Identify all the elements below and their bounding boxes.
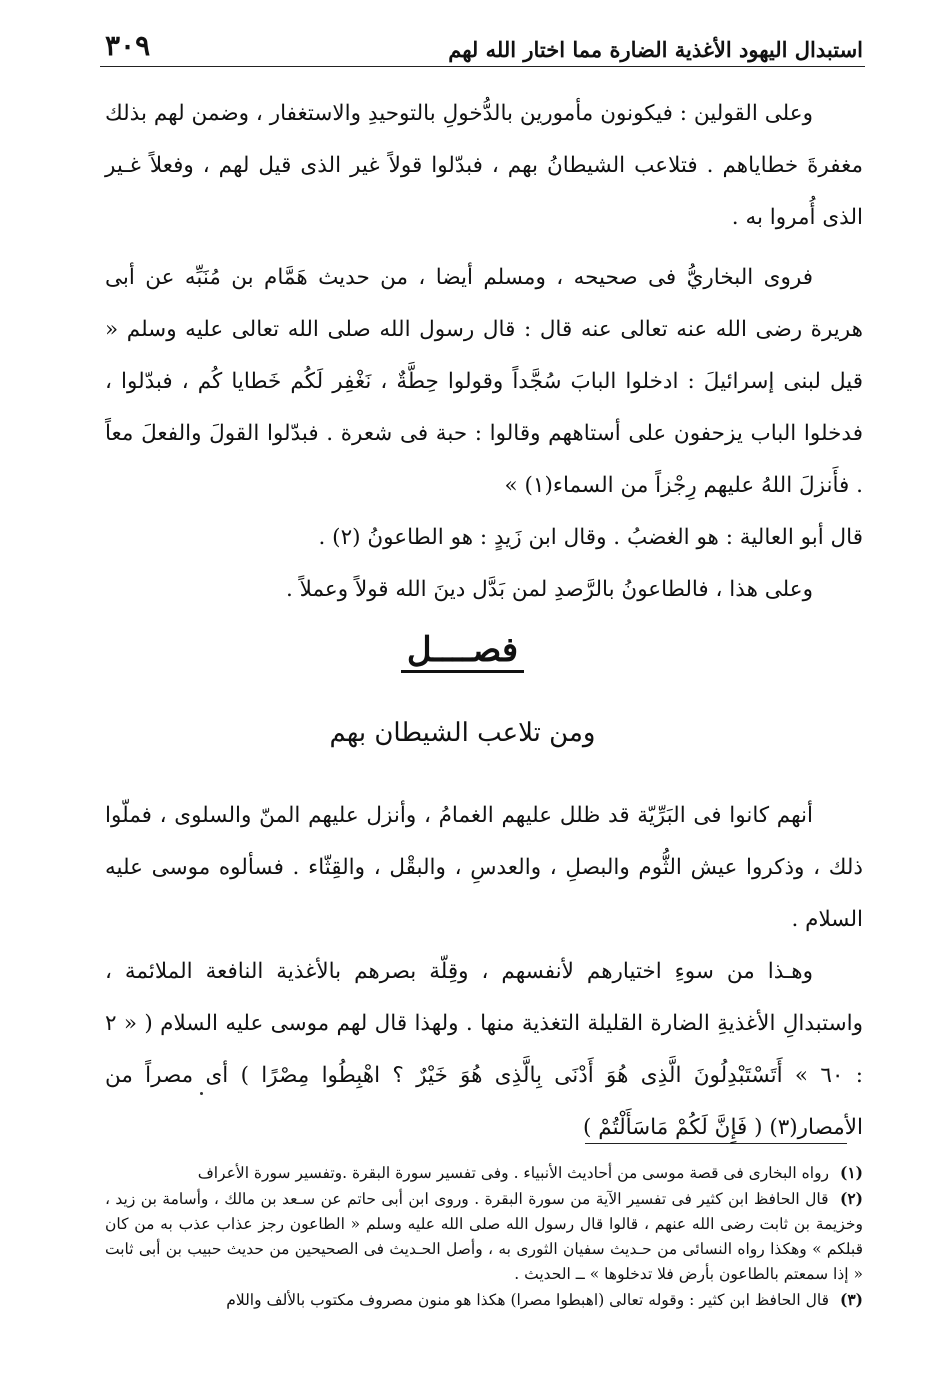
- footnote-text: قال الحافظ ابن كثير فى تفسير الآية من سورة البقرة . وروى ابن أبى حاتم عن سـعد بن مالك ، وأسامة بن زيد ، وخزيمة بن ثابت رضى الله عنهم ، قالوا قال رسول الله صلى الله عليه وسلم « الطاعون رجز عذاب عذب به من كان قبلكم » وهكذا رواه النسائى من حـديث سفيان الثورى به ، وأصل الحـديث فى الصحيحين من حديث حبيب بن أبى ثابت « إذا سمعتم بالطاعون بأرض فلا تدخلوها » ــ الحديث .: [105, 1190, 863, 1283]
- section-one-text: [105, 88, 863, 616]
- subheading: ومن تلاعب الشيطان بهم: [329, 718, 596, 748]
- paragraph: وعلى هذا ، فالطاعونُ بالرَّصدِ لمن بَدَّل دينَ الله قولاً وعملاً .: [285, 577, 813, 602]
- running-title: استبدال اليهود الأغذية الضارة مما اختار الله لهم: [448, 37, 863, 62]
- footnote-rule: [585, 1143, 847, 1144]
- footnote-1: [105, 1160, 863, 1186]
- footnote-2: [105, 1186, 863, 1287]
- footnote-text: رواه البخارى فى قصة موسى من أحاديث الأنبياء . وفى تفسير سورة البقرة .وتفسير سورة الأعراف: [197, 1164, 830, 1182]
- page-number: ٣٠٩: [105, 29, 151, 62]
- paragraph: أنهم كانوا فى البَرِّيّة قد ظلل عليهم الغمامُ ، وأنزل عليهم المنّ والسلوى ، فملّوا ذلك ، وذكروا عيش الثُّوم والبصلِ ، والعدسِ ، والبقْل ، والقِثّاء . فسألوه موسى عليه السلام .: [105, 803, 863, 932]
- paragraph: وهـذا من سوءِ اختيارهم لأنفسهم ، وقِلّة بصرهم بالأغذية النافعة الملائمة ، واستبدالِ الأغذيةِ الضارة القليلة التغذية منها . ولهذا قال لهم موسى عليه السلام ( « ٢ : ٦٠ » أَتَسْتَبْدِلُونَ الَّذِى هُوَ أَدْنَى بِالَّذِى هُوَ خَيْرٌ ؟ اهْبِطُوا مِصْرًا ) أى مصراً من الأمصار(٣) ( فَإِنَّ لَكُمْ مَاسَأَلْتُمْ ): [105, 959, 863, 1140]
- ink-dot: [200, 1092, 203, 1095]
- paragraph: قال أبو العالية : هو الغضبُ . وقال ابن زَيدٍ : هو الطاعونُ (٢) .: [318, 525, 863, 550]
- footnote-text: قال الحافظ ابن كثير : وقوله تعالى (اهبطوا مصرا) هكذا هو منون مصروف مكتوب بالألف واللام: [226, 1291, 830, 1309]
- footnote-3: [105, 1287, 863, 1313]
- footnote-number: (١): [839, 1163, 863, 1182]
- fasl-title: فصــــل: [401, 630, 524, 673]
- paragraph: وعلى القولين : فيكونون مأمورين بالدُّخولِ بالتوحيدِ والاستغفار ، وضمن لهم بذلك مغفرةَ خطاياهم . فتلاعب الشيطانُ بهم ، فبدّلوا قولاً غير الذى قيل لهم ، وفعلاً غـير الذى أُمروا به .: [105, 101, 863, 230]
- section-two-text: [105, 790, 863, 1154]
- paragraph: فروى البخاريُّ فى صحيحه ، ومسلم أيضا ، من حديث هَمَّام بن مُنَبِّه عن أبى هريرة رضى الله عنه تعالى عنه قال : قال رسول الله صلى الله تعالى عليه وسلم « قيل لبنى إسرائيلَ : ادخلوا البابَ سُجَّداً وقولوا حِطَّةٌ ، نَغْفِر لَكُم خَطايا كُم ، فبدّلوا ، فدخلوا الباب يزحفون على أستاههم وقالوا : حبة فى شعرة . فبدّلوا القولَ والفعلَ معاً . فأَنزلَ اللهُ عليهم رِجْزاً من السماء(١) »: [105, 265, 863, 498]
- page-header: [105, 22, 863, 62]
- section-heading: [0, 630, 925, 673]
- footnote-number: (٣): [839, 1290, 863, 1309]
- footnotes: [105, 1160, 863, 1313]
- header-rule: [100, 66, 865, 67]
- footnote-number: (٢): [839, 1189, 863, 1208]
